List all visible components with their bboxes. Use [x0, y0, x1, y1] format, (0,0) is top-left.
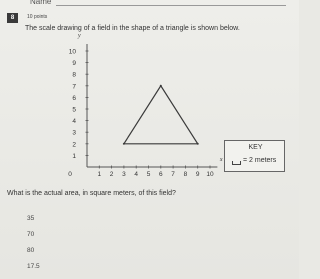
- y-tick-label: 5: [72, 106, 76, 114]
- answer-choice[interactable]: 35: [27, 215, 35, 222]
- answer-choice[interactable]: 80: [27, 247, 35, 254]
- x-tick-label: 10: [206, 171, 214, 178]
- key-title: KEY: [248, 144, 263, 151]
- x-tick-label: 5: [146, 171, 151, 178]
- x-tick-label: 2: [109, 171, 114, 178]
- x-tick-label: 4: [134, 171, 139, 178]
- triangle-vertex: [160, 85, 162, 87]
- y-tick-label: 2: [72, 141, 76, 149]
- key-scale-text: = 2 meters: [243, 157, 277, 164]
- x-tick-label: 8: [183, 171, 188, 178]
- y-tick-label: 10: [68, 48, 76, 56]
- x-axis-label: x: [219, 157, 223, 163]
- name-label: Name: [30, 0, 52, 6]
- triangle-shape: [124, 86, 198, 144]
- x-tick-label: 0: [68, 171, 72, 178]
- triangle-vertex: [123, 143, 125, 145]
- x-tick-label: 6: [158, 171, 163, 178]
- y-axis-label: y: [78, 33, 81, 40]
- y-tick-label: 4: [72, 118, 76, 126]
- y-tick-label: 9: [72, 60, 76, 68]
- y-tick-label: 7: [72, 83, 76, 91]
- key-scale-bar: [232, 161, 241, 165]
- x-tick-label: 7: [171, 171, 175, 178]
- question-points: 10 points: [27, 14, 48, 20]
- triangle-vertex: [197, 143, 199, 145]
- answer-choice[interactable]: 70: [27, 231, 35, 238]
- x-tick-label: 3: [122, 171, 126, 178]
- key-box: [224, 140, 285, 172]
- y-tick-label: 6: [72, 94, 76, 102]
- x-tick-label: 9: [195, 171, 200, 178]
- y-tick-label: 8: [72, 71, 76, 79]
- answer-choice[interactable]: 17.5: [27, 263, 40, 270]
- question-text: What is the actual area, in square meters, of this field?: [7, 190, 176, 197]
- question-number: 8: [7, 13, 18, 23]
- x-tick-label: 1: [97, 171, 102, 178]
- y-tick-label: 1: [72, 152, 76, 160]
- question-prompt: The scale drawing of a field in the shape of a triangle is shown below.: [25, 25, 240, 32]
- y-tick-label: 3: [72, 129, 76, 137]
